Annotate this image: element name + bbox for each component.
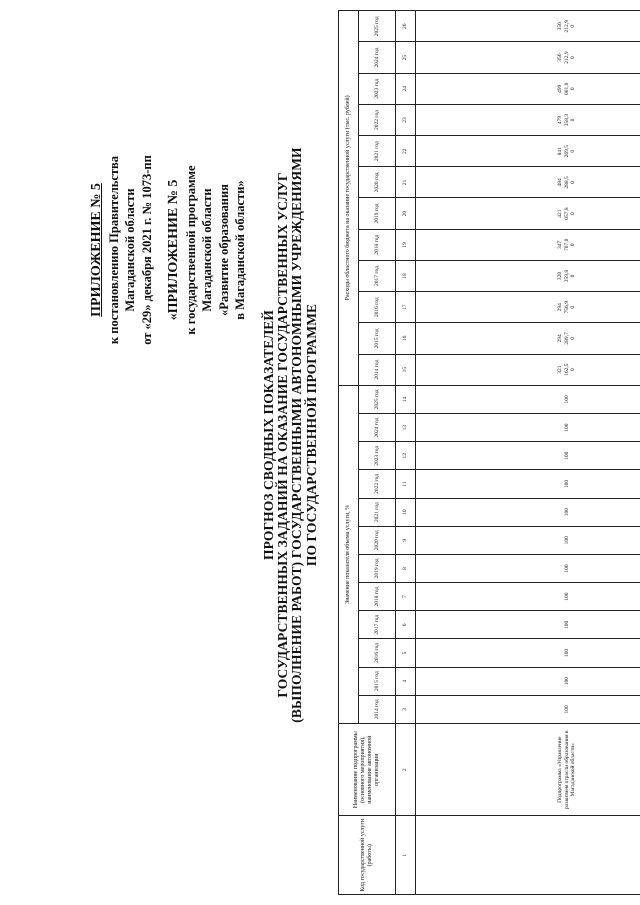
- expense-value-part: 294: [557, 303, 564, 312]
- resolution-line-3: от «29» декабря 2021 г. № 1073-пп: [139, 155, 154, 345]
- header-volume-group: Значение показателя объема услуги, %: [339, 385, 359, 723]
- program-line-3: «Развитие образования: [216, 184, 231, 316]
- expense-value-part: 289,7: [563, 332, 570, 345]
- expense-year-header: 2018 год: [359, 229, 396, 260]
- expense-year-header: 2014 год: [359, 354, 396, 385]
- program-line-4: в Магаданской области»: [232, 180, 247, 320]
- expense-value-part: 0: [570, 149, 577, 153]
- expense-value-cell: [416, 136, 640, 167]
- expense-value-part: 707,0: [563, 238, 570, 251]
- expense-value-part: 479: [557, 115, 564, 125]
- expense-value-cell: [416, 260, 640, 291]
- column-number: 16: [396, 323, 416, 354]
- title-line-3: (ВЫПОЛНЕНИЕ РАБОТ) ГОСУДАРСТВЕННЫМИ АВТОНОМНЫМИ УЧРЕЖДЕНИЯМИ: [289, 147, 305, 723]
- expense-value-part: 0: [570, 212, 577, 215]
- volume-value-cell: 100: [416, 639, 640, 667]
- expense-value-cell: [416, 229, 640, 260]
- column-number: 23: [396, 104, 416, 135]
- column-number: 25: [396, 42, 416, 73]
- appendix-header: [88, 40, 248, 460]
- expense-year-header: 2017 год: [359, 260, 396, 291]
- volume-value-cell: 100: [416, 470, 640, 498]
- volume-year-header: 2024 год: [359, 414, 396, 442]
- program-line-2: Магаданской области: [200, 188, 215, 312]
- column-number: 19: [396, 229, 416, 260]
- expense-value-part: 756,9: [563, 301, 570, 314]
- program-line-1: к государственной программе: [184, 165, 199, 335]
- volume-year-header: 2015 год: [359, 667, 396, 695]
- expense-value-part: 0: [570, 24, 577, 28]
- column-number: 9: [396, 526, 416, 554]
- expense-year-header: 2022 год: [359, 104, 396, 135]
- volume-value-cell: 100: [416, 667, 640, 695]
- column-number: 6: [396, 611, 416, 639]
- expense-year-header: 2015 год: [359, 323, 396, 354]
- title-line-1: ПРОГНОЗ СВОДНЫХ ПОКАЗАТЕЛЕЙ: [261, 310, 276, 560]
- column-number: 20: [396, 198, 416, 229]
- volume-year-header: 2018 год: [359, 583, 396, 611]
- appendix-title: ПРИЛОЖЕНИЕ № 5: [89, 183, 104, 317]
- volume-year-header: 2014 год: [359, 695, 396, 723]
- expense-value-part: 421: [557, 209, 564, 218]
- expense-value-part: 359,8: [563, 269, 570, 283]
- column-number: 7: [396, 583, 416, 611]
- expense-value-part: 321: [557, 365, 564, 374]
- expense-value-part: 0: [570, 274, 577, 278]
- volume-value-cell: 100: [416, 583, 640, 611]
- expense-value-part: 0: [570, 118, 577, 122]
- expense-value-cell: [416, 198, 640, 229]
- indicators-table: [338, 10, 640, 895]
- column-number: 21: [396, 167, 416, 198]
- column-number: 8: [396, 554, 416, 582]
- volume-value-cell: 100: [416, 498, 640, 526]
- column-number: 26: [396, 11, 416, 42]
- column-number: 13: [396, 414, 416, 442]
- column-number: 17: [396, 292, 416, 323]
- expense-value-part: 212,9: [563, 20, 570, 33]
- column-number: 18: [396, 260, 416, 291]
- column-number: 3: [396, 695, 416, 723]
- table-column-numbers-row: [396, 11, 416, 895]
- expense-value-part: 0: [570, 368, 577, 371]
- expense-value-cell: [416, 323, 640, 354]
- column-number: 11: [396, 470, 416, 498]
- cell-code: [416, 816, 640, 895]
- volume-value-cell: 100: [416, 385, 640, 413]
- cell-name: Подпрограмма «Управление развитием отрасли образования в Магаданской области»: [416, 723, 640, 816]
- volume-year-header: 2019 год: [359, 554, 396, 582]
- expense-year-header: 2016 год: [359, 292, 396, 323]
- program-appendix-title: «ПРИЛОЖЕНИЕ № 5: [165, 179, 181, 321]
- expense-value-part: 288,5: [563, 176, 570, 189]
- expense-value-part: 0: [570, 305, 577, 309]
- title-line-2: ГОСУДАРСТВЕННЫХ ЗАДАНИЙ НА ОКАЗАНИЕ ГОСУДАРСТВЕННЫХ УСЛУГ: [275, 172, 291, 698]
- expense-value-part: 499: [557, 84, 564, 93]
- expense-value-part: 0: [570, 87, 577, 91]
- volume-year-header: 2025 год: [359, 385, 396, 413]
- expense-value-part: 320: [557, 271, 564, 281]
- header-name: Наименование подпрограммы (основного мероприятия), наименование автономной организации: [339, 723, 396, 816]
- volume-value-cell: 100: [416, 442, 640, 470]
- expense-year-header: 2024 год: [359, 42, 396, 73]
- expense-value-part: 484: [557, 178, 564, 187]
- volume-value-cell: 100: [416, 554, 640, 582]
- header-code: Код государственной услуги (работы): [339, 816, 396, 895]
- column-number: 5: [396, 639, 416, 667]
- volume-value-cell: 100: [416, 414, 640, 442]
- document-title: [262, 55, 319, 815]
- expense-value-part: 0: [570, 181, 577, 184]
- expense-value-part: 356: [557, 22, 564, 31]
- resolution-line-2: Магаданской области: [123, 188, 138, 312]
- volume-year-header: 2017 год: [359, 611, 396, 639]
- column-number: 24: [396, 73, 416, 104]
- expense-value-cell: [416, 42, 640, 73]
- volume-value-cell: 100: [416, 526, 640, 554]
- column-number: 1: [396, 816, 416, 895]
- volume-year-header: 2021 год: [359, 498, 396, 526]
- volume-year-header: 2020 год: [359, 526, 396, 554]
- expense-year-header: 2025 год: [359, 11, 396, 42]
- expense-value-cell: [416, 167, 640, 198]
- expense-value-cell: [416, 73, 640, 104]
- expense-value-part: 0: [570, 56, 577, 59]
- expense-value-part: 0: [570, 243, 577, 247]
- table-row: [416, 11, 640, 895]
- title-line-4: ПО ГОСУДАРСТВЕННОЙ ПРОГРАММЕ: [303, 303, 319, 567]
- volume-year-header: 2022 год: [359, 470, 396, 498]
- expense-value-cell: [416, 354, 640, 385]
- column-number: 14: [396, 385, 416, 413]
- expense-value-part: 294: [557, 334, 564, 343]
- volume-value-cell: 100: [416, 611, 640, 639]
- volume-year-header: 2023 год: [359, 442, 396, 470]
- expense-value-part: 001,0: [563, 82, 570, 95]
- volume-year-header: 2016 год: [359, 639, 396, 667]
- column-number: 22: [396, 136, 416, 167]
- table-group-header-row: [339, 11, 359, 895]
- expense-value-part: 057,8: [563, 207, 570, 220]
- column-number: 4: [396, 667, 416, 695]
- expense-value-part: 162,5: [563, 363, 570, 376]
- expense-value-cell: [416, 11, 640, 42]
- column-number: 12: [396, 442, 416, 470]
- expense-value-part: 212,9: [563, 51, 570, 64]
- expense-value-cell: [416, 292, 640, 323]
- expense-value-part: 347: [557, 240, 564, 249]
- expense-value-part: 841: [557, 147, 564, 156]
- column-number: 15: [396, 354, 416, 385]
- expense-value-part: 269,5: [563, 145, 570, 158]
- column-number: 10: [396, 498, 416, 526]
- expense-value-part: 358,3: [563, 113, 570, 127]
- column-number: 2: [396, 723, 416, 816]
- expense-value-part: 356: [557, 53, 564, 62]
- expense-year-header: 2021 год: [359, 136, 396, 167]
- expense-year-header: 2023 год: [359, 73, 396, 104]
- volume-value-cell: 100: [416, 695, 640, 723]
- expense-year-header: 2019 год: [359, 198, 396, 229]
- header-expense-group: Расходы областного бюджета на оказание государственной услуги (тыс. рублей): [339, 11, 359, 386]
- resolution-line-1: к постановлению Правительства: [107, 155, 122, 345]
- expense-value-cell: [416, 104, 640, 135]
- expense-value-part: 0: [570, 337, 577, 340]
- expense-year-header: 2020 год: [359, 167, 396, 198]
